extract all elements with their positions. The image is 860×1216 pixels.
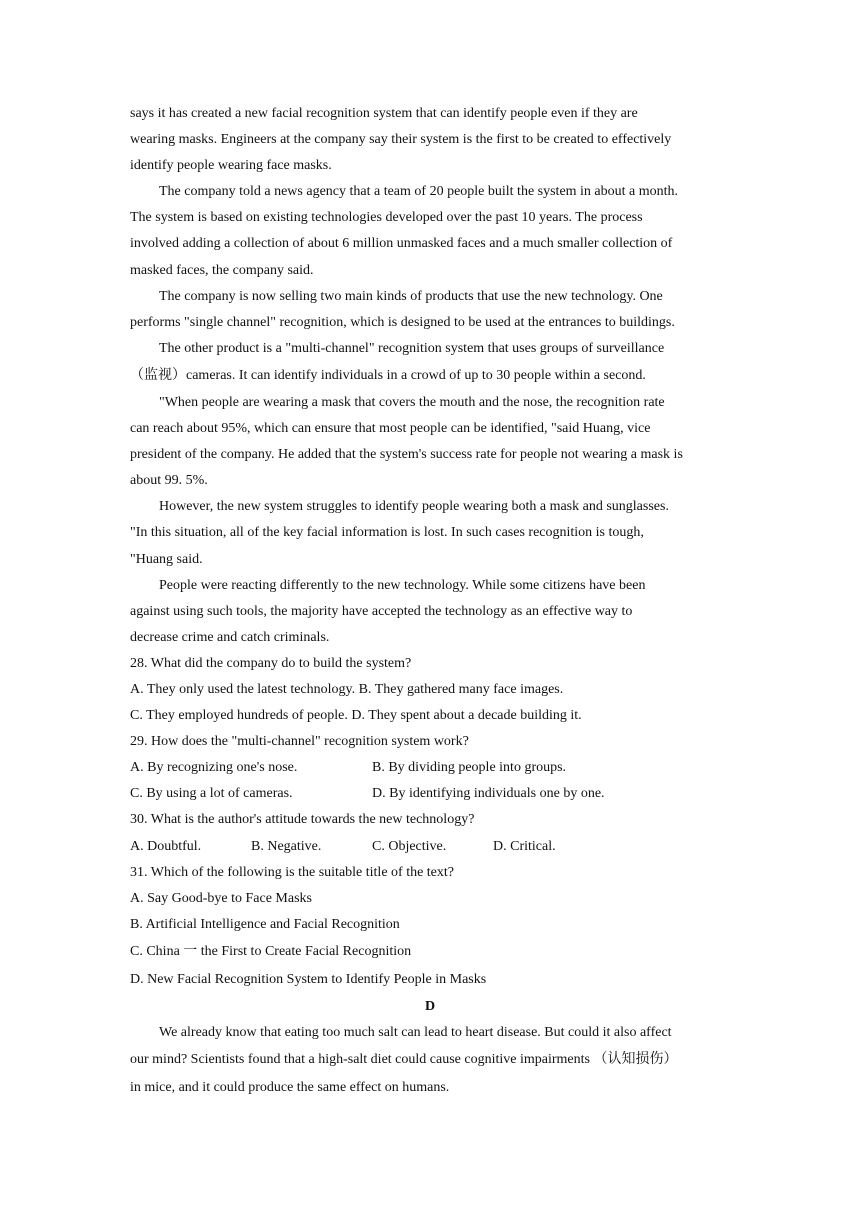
question-options-row xyxy=(130,781,730,807)
passage-line: decrease crime and catch criminals. xyxy=(130,629,330,645)
question-options: A. They only used the latest technology. B. They gathered many face images. xyxy=(130,681,564,697)
passage-line: People were reacting differently to the new technology. While some citizens have been xyxy=(159,577,646,593)
option-c: C. China 一 the First to Create Facial Recognition xyxy=(130,943,412,959)
passage-line: in mice, and it could produce the same effect on humans. xyxy=(130,1080,450,1096)
option-c: C. By using a lot of cameras. xyxy=(130,786,293,802)
question-28 xyxy=(130,651,730,729)
passage-line: The company is now selling two main kinds of products that use the new technology. One xyxy=(159,288,663,304)
section-heading: D xyxy=(424,998,436,1014)
option-c: C. Objective. xyxy=(372,838,447,854)
passage-c xyxy=(130,101,730,651)
option-d: D. By identifying individuals one by one. xyxy=(372,786,605,802)
option-a: A. Doubtful. xyxy=(130,838,202,854)
passage-line: However, the new system struggles to identify people wearing both a mask and sunglasses. xyxy=(159,499,669,515)
document-page xyxy=(130,101,730,1102)
passage-line: （监视）cameras. It can identify individuals in a crowd of up to 30 people within a second. xyxy=(130,367,646,383)
passage-line: masked faces, the company said. xyxy=(130,262,314,278)
passage-line: We already know that eating too much salt can lead to heart disease. But could it also affect xyxy=(159,1025,672,1040)
question-29 xyxy=(130,729,730,807)
question-stem: 30. What is the author's attitude towards the new technology? xyxy=(130,812,475,828)
passage-line: identify people wearing face masks. xyxy=(130,158,332,174)
question-stem: 29. How does the "multi-channel" recognition system work? xyxy=(130,734,469,750)
passage-line: performs "single channel" recognition, which is designed to be used at the entrances to buildings. xyxy=(130,314,675,330)
passage-line: The company told a news agency that a team of 20 people built the system in about a month. xyxy=(159,184,679,200)
question-options-row xyxy=(130,834,730,860)
passage-line: president of the company. He added that the system's success rate for people not wearing a mask is xyxy=(130,447,683,463)
option-a: A. Say Good-bye to Face Masks xyxy=(130,890,312,906)
passage-line: against using such tools, the majority have accepted the technology as an effective way to xyxy=(130,603,633,619)
passage-line: about 99. 5%. xyxy=(130,473,208,489)
option-d: D. New Facial Recognition System to Identify People in Masks xyxy=(130,971,487,987)
passage-line: The system is based on existing technologies developed over the past 10 years. The process xyxy=(130,210,643,226)
option-b: B. Artificial Intelligence and Facial Recognition xyxy=(130,916,400,932)
question-stem: 31. Which of the following is the suitable title of the text? xyxy=(130,864,455,880)
option-d: D. Critical. xyxy=(493,838,556,854)
question-31 xyxy=(130,860,730,994)
passage-line: can reach about 95%, which can ensure that most people can be identified, "said Huang, vice xyxy=(130,421,651,437)
passage-line: The other product is a "multi-channel" recognition system that uses groups of surveillance xyxy=(159,340,665,356)
question-30 xyxy=(130,807,730,859)
passage-line: wearing masks. Engineers at the company say their system is the first to be created to effectively xyxy=(130,132,672,148)
option-a: A. By recognizing one's nose. xyxy=(130,760,298,776)
option-b: B. By dividing people into groups. xyxy=(372,760,567,776)
passage-line: "Huang said. xyxy=(130,551,203,567)
passage-line: "In this situation, all of the key facial information is lost. In such cases recognition is tough, xyxy=(130,525,644,541)
passage-line: involved adding a collection of about 6 million unmasked faces and a much smaller collection of xyxy=(130,236,673,252)
passage-d xyxy=(130,994,730,1102)
passage-line: our mind? Scientists found that a high-salt diet could cause cognitive impairments （认知损伤） xyxy=(130,1052,678,1068)
question-options: C. They employed hundreds of people. D. They spent about a decade building it. xyxy=(130,708,582,724)
question-stem: 28. What did the company do to build the system? xyxy=(130,655,412,671)
option-b: B. Negative. xyxy=(251,838,322,854)
passage-line: says it has created a new facial recognition system that can identify people even if they are xyxy=(130,106,638,121)
question-options-row xyxy=(130,755,730,781)
passage-line: "When people are wearing a mask that covers the mouth and the nose, the recognition rate xyxy=(159,394,665,410)
